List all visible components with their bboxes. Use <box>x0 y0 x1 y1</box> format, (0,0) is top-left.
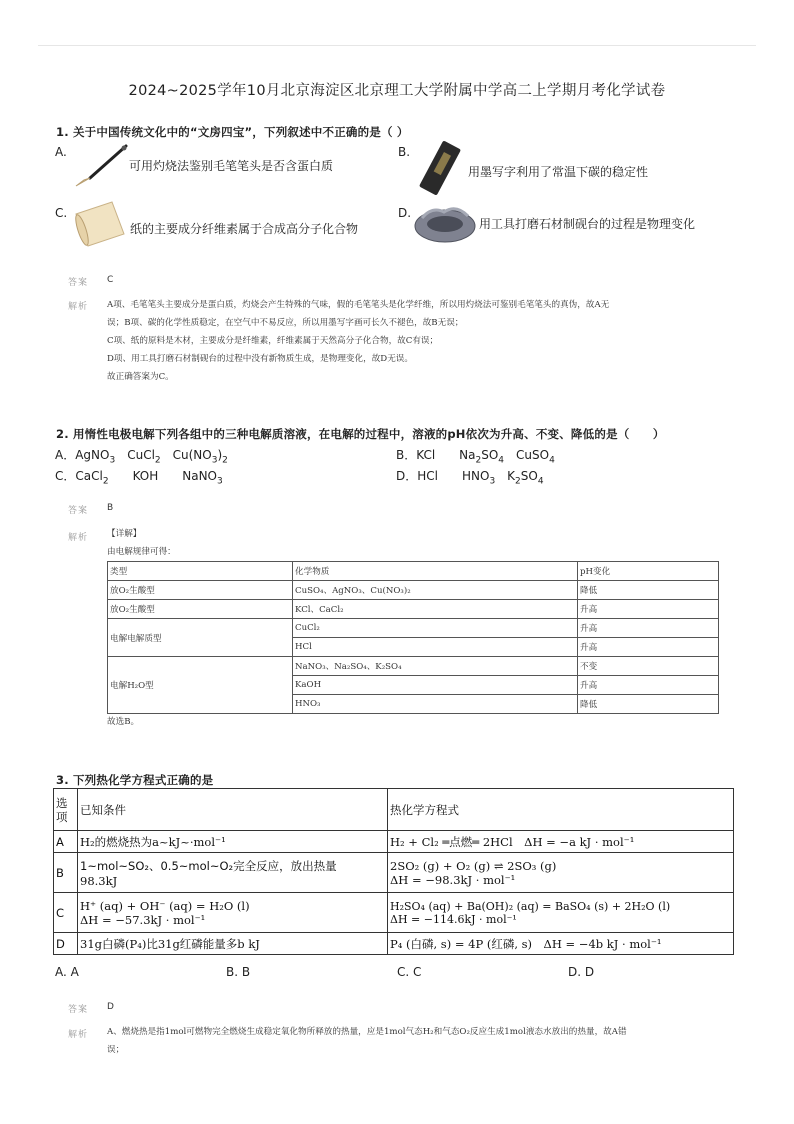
equation-line: H₂SO₄ (aq) + Ba(OH)₂ (aq) = BaSO₄ (s) + 2H₂O (l) <box>390 899 671 913</box>
inkstone-image <box>412 200 478 246</box>
q3-analysis-label: 解析 <box>68 1030 89 1040</box>
table-cell: B <box>54 853 78 893</box>
table-header-row <box>54 789 734 831</box>
table-row <box>54 831 734 853</box>
table-cell: 升高 <box>578 638 719 657</box>
table-cell: 选项 <box>54 789 78 831</box>
table-cell: 电解H₂O型 <box>108 657 293 714</box>
q1-option-c-text: 纸的主要成分纤维素属于合成高分子化合物 <box>130 222 359 236</box>
ink-stick-image <box>412 140 468 196</box>
table-cell: 化学物质 <box>293 562 578 581</box>
table-row <box>108 657 719 676</box>
table-cell: C <box>54 893 78 933</box>
table-cell: H₂的燃烧热为a~kJ~·mol⁻¹ <box>78 831 388 853</box>
table-row <box>54 893 734 933</box>
q2-choice-a: A．AgNO$_3$ CuCl$_2$ $Cu(NO_3)_2$ <box>55 448 228 466</box>
analysis-line: 故正确答案为C。 <box>107 372 174 382</box>
table-cell <box>388 893 734 933</box>
analysis-line: A、燃烧热是指1mol可燃物完全燃烧生成稳定氧化物所释放的热量，应是1mol气态H₂和气态O₂反应生成1mol液态水放出的热量，故A错 <box>107 1027 627 1037</box>
table-cell: 热化学方程式 <box>388 789 734 831</box>
table-cell: 放O₂生酸型 <box>108 581 293 600</box>
table-cell: HNO₃ <box>293 695 578 714</box>
page-title: 2024~2025学年10月北京海淀区北京理工大学附属中学高二上学期月考化学试卷 <box>128 83 666 99</box>
table-row <box>54 853 734 893</box>
q1-option-b-text: 用墨写字利用了常温下碳的稳定性 <box>468 165 649 179</box>
q1-option-c-letter: C. <box>55 206 68 220</box>
equation-line: ΔH = −98.3kJ · mol⁻¹ <box>390 872 516 887</box>
condition-line: H⁺ (aq) + OH⁻ (aq) = H₂O (l) <box>80 898 250 913</box>
table-row <box>108 581 719 600</box>
q1-option-a-letter: A. <box>55 145 67 159</box>
brush-image <box>70 142 130 190</box>
table-cell: 类型 <box>108 562 293 581</box>
q1-option-b-letter: B. <box>398 145 411 159</box>
table-cell: 电解电解质型 <box>108 619 293 657</box>
analysis-line: 误； <box>107 1045 125 1055</box>
table-cell: 不变 <box>578 657 719 676</box>
q2-conclusion: 故选B。 <box>107 717 140 727</box>
header-divider <box>38 45 756 46</box>
table-cell: 已知条件 <box>78 789 388 831</box>
table-cell: KCl、CaCl₂ <box>293 600 578 619</box>
table-cell <box>78 853 388 893</box>
table-cell: 升高 <box>578 676 719 695</box>
table-row <box>108 600 719 619</box>
table-cell: 降低 <box>578 581 719 600</box>
table-cell: 31g白磷(P₄)比31g红磷能量多b kJ <box>78 933 388 955</box>
q2-answer: B <box>107 503 114 513</box>
table-cell: P₄ (白磷, s) = 4P (红磷, s) ΔH = −4b kJ · mol⁻¹ <box>388 933 734 955</box>
q2-choice-c: C．CaCl$_2$ KOH NaNO$_3$ <box>55 469 223 487</box>
q1-answer: C <box>107 275 114 285</box>
table-cell: 升高 <box>578 600 719 619</box>
q2-answer-label: 答案 <box>68 506 89 516</box>
q1-option-d-letter: D. <box>398 206 412 220</box>
analysis-line: 误；B项、碳的化学性质稳定，在空气中不易反应，所以用墨写字画可长久不褪色，故B无误； <box>107 318 464 328</box>
q1-answer-label: 答案 <box>68 278 89 288</box>
table-cell <box>388 853 734 893</box>
condition-line: 98.3kJ <box>80 873 118 888</box>
analysis-line: C项、纸的原料是木材，主要成分是纤维素，纤维素属于天然高分子化合物，故C有误； <box>107 336 439 346</box>
q2-intro: 由电解规律可得： <box>107 547 176 557</box>
table-cell: HCl <box>293 638 578 657</box>
q1-option-d-text: 用工具打磨石材制砚台的过程是物理变化 <box>479 217 696 231</box>
condition-line: 1~mol~SO₂、0.5~mol~O₂完全反应，放出热量 <box>80 858 337 873</box>
table-cell: 放O₂生酸型 <box>108 600 293 619</box>
table-cell: A <box>54 831 78 853</box>
q1-stem: 1. 关于中国传统文化中的“文房四宝”，下列叙述中不正确的是（ ） <box>56 125 409 139</box>
table-row <box>54 933 734 955</box>
q2-electrolysis-table <box>107 561 719 714</box>
q3-choice-c: C. C <box>397 965 422 979</box>
q2-choice-b: B．KCl $Na_2SO_4$ CuSO$_4$ <box>396 448 555 466</box>
table-cell: D <box>54 933 78 955</box>
table-row <box>108 619 719 638</box>
q3-answer-label: 答案 <box>68 1005 89 1015</box>
q3-answer: D <box>107 1002 114 1012</box>
table-header-row <box>108 562 719 581</box>
q1-analysis-label: 解析 <box>68 302 89 312</box>
q3-choice-b: B. B <box>226 965 251 979</box>
table-cell: 降低 <box>578 695 719 714</box>
table-cell: CuCl₂ <box>293 619 578 638</box>
q3-analysis <box>107 1023 627 1059</box>
condition-line: ΔH = −57.3kJ · mol⁻¹ <box>80 912 206 927</box>
q2-detail-label: 【详解】 <box>107 529 142 539</box>
q2-stem: 2. 用惰性电极电解下列各组中的三种电解质溶液，在电解的过程中，溶液的pH依次为升高、不变、降低的是（ ） <box>56 427 665 441</box>
q3-stem: 3. 下列热化学方程式正确的是 <box>56 773 214 787</box>
table-cell: H₂ + Cl₂ ═点燃═ 2HCl ΔH = −a kJ · mol⁻¹ <box>388 831 734 853</box>
table-cell: NaNO₃、Na₂SO₄、K₂SO₄ <box>293 657 578 676</box>
equation-line: ΔH = −114.6kJ · mol⁻¹ <box>390 912 517 926</box>
q1-option-a-text: 可用灼烧法鉴别毛笔笔头是否含蛋白质 <box>129 159 334 173</box>
paper-scroll-image <box>68 198 130 250</box>
table-cell: CuSO₄、AgNO₃、Cu(NO₃)₂ <box>293 581 578 600</box>
equation-line: 2SO₂ (g) + O₂ (g) ⇌ 2SO₃ (g) <box>390 858 557 873</box>
q2-analysis-label: 解析 <box>68 533 89 543</box>
q3-choice-a: A. A <box>55 965 79 979</box>
table-cell: pH变化 <box>578 562 719 581</box>
analysis-line: D项、用工具打磨石材制砚台的过程中没有新物质生成，是物理变化，故D无误。 <box>107 354 413 364</box>
q3-options-table <box>53 788 734 955</box>
analysis-line: A项、毛笔笔头主要成分是蛋白质，灼烧会产生特殊的气味，假的毛笔笔头是化学纤维，所以用灼烧法可鉴别毛笔笔头的真伪，故A无 <box>107 300 610 310</box>
q3-choice-d: D. D <box>568 965 595 979</box>
q2-choice-d: D．HCl $HNO_3$ $K_2SO_4$ <box>396 469 544 487</box>
table-cell: KaOH <box>293 676 578 695</box>
table-cell: 升高 <box>578 619 719 638</box>
table-cell <box>78 893 388 933</box>
q1-analysis <box>107 296 609 386</box>
